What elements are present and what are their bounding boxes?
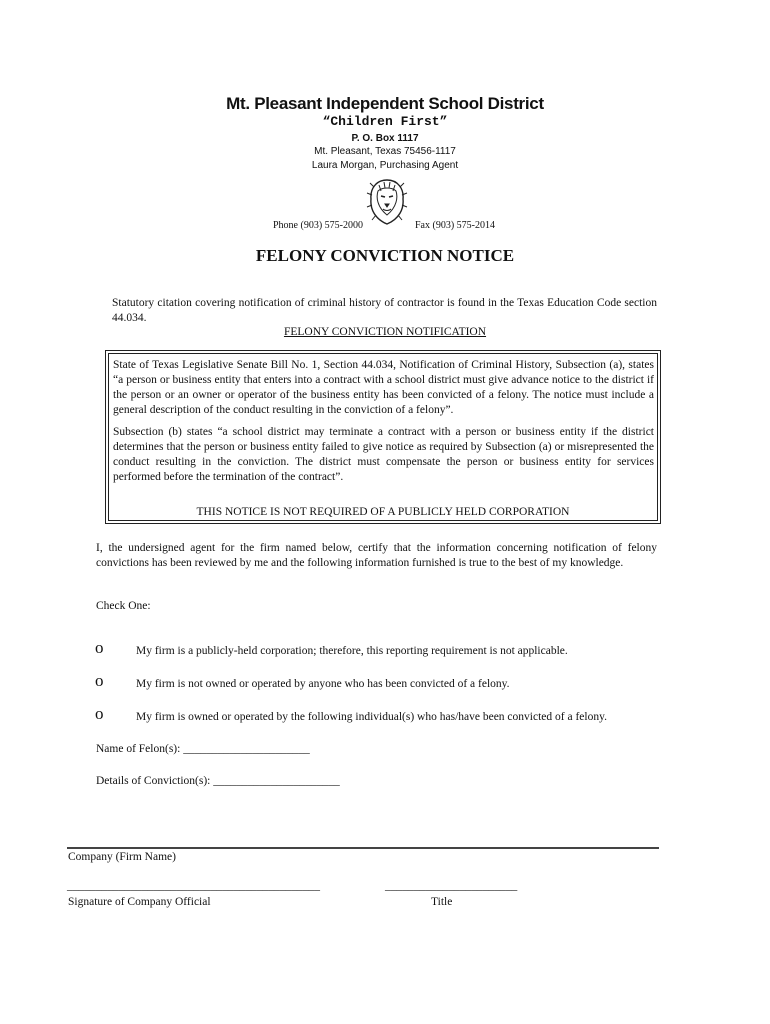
certification-statement: I, the undersigned agent for the firm named below, certify that the information concerning notification of felony convictions has been reviewed by me and the following information furnished is true to the best of my knowledge. [96, 542, 657, 569]
city-address: Mt. Pleasant, Texas 75456-1117 [314, 146, 456, 157]
notification-subheading: FELONY CONVICTION NOTIFICATION [283, 326, 487, 338]
subsection-a-text: State of Texas Legislative Senate Bill No. 1, Section 44.034, Notification of Criminal History, Subsection (a), states “a person or business entity that enters into a contract with a school district must give advance notice to the district if the person or an owner or operator of the business entity has been convicted of a felony. The notice must include a general description of the conduct resulting in the conviction of a felony”. [113, 359, 654, 416]
legislation-box [108, 353, 658, 521]
purchasing-agent: Laura Morgan, Purchasing Agent [311, 160, 459, 171]
option-1-label: My firm is a publicly-held corporation; therefore, this reporting requirement is not applicable. [136, 645, 568, 657]
district-name: Mt. Pleasant Independent School District [226, 94, 544, 113]
signature-label: Signature of Company Official [68, 896, 211, 908]
option-2-label: My firm is not owned or operated by anyone who has been convicted of a felony. [136, 678, 510, 690]
title-label: Title [431, 896, 453, 908]
lion-head-icon [366, 177, 408, 227]
exemption-notice: THIS NOTICE IS NOT REQUIRED OF A PUBLICLY HELD CORPORATION [196, 506, 570, 518]
felon-name-field[interactable]: Name of Felon(s): ______________________ [96, 743, 310, 755]
option-3-radio[interactable]: o [95, 704, 104, 723]
conviction-details-field[interactable]: Details of Conviction(s): ______________________ [96, 775, 340, 787]
phone-number: Phone (903) 575-2000 [273, 220, 363, 231]
option-3-label: My firm is owned or operated by the following individual(s) who has/have been convicted of a felony. [136, 711, 607, 723]
statutory-citation: Statutory citation covering notification of criminal history of contractor is found in the Texas Education Code section 44.034. [112, 297, 657, 324]
page-title: FELONY CONVICTION NOTICE [255, 246, 515, 265]
subsection-b-text: Subsection (b) states “a school district may terminate a contract with a person or business entity if the district determines that the person or business entity failed to give notice as required by Subsection (a) or misrepresented the conduct resulting in the conviction. The district must compensate the person or business entity for services performed before the termination of the contract”. [113, 426, 654, 483]
signature-line[interactable]: ____________________________________________ [67, 880, 320, 892]
title-line[interactable]: _______________________ [385, 880, 518, 892]
po-box: P. O. Box 1117 [351, 133, 419, 144]
company-name-label: Company (Firm Name) [68, 851, 176, 863]
district-motto: “Children First” [322, 114, 448, 129]
option-1-radio[interactable]: o [95, 638, 104, 657]
fax-number: Fax (903) 575-2014 [415, 220, 495, 231]
check-one-label: Check One: [96, 600, 151, 612]
company-name-line[interactable] [67, 847, 659, 849]
option-2-radio[interactable]: o [95, 671, 104, 690]
